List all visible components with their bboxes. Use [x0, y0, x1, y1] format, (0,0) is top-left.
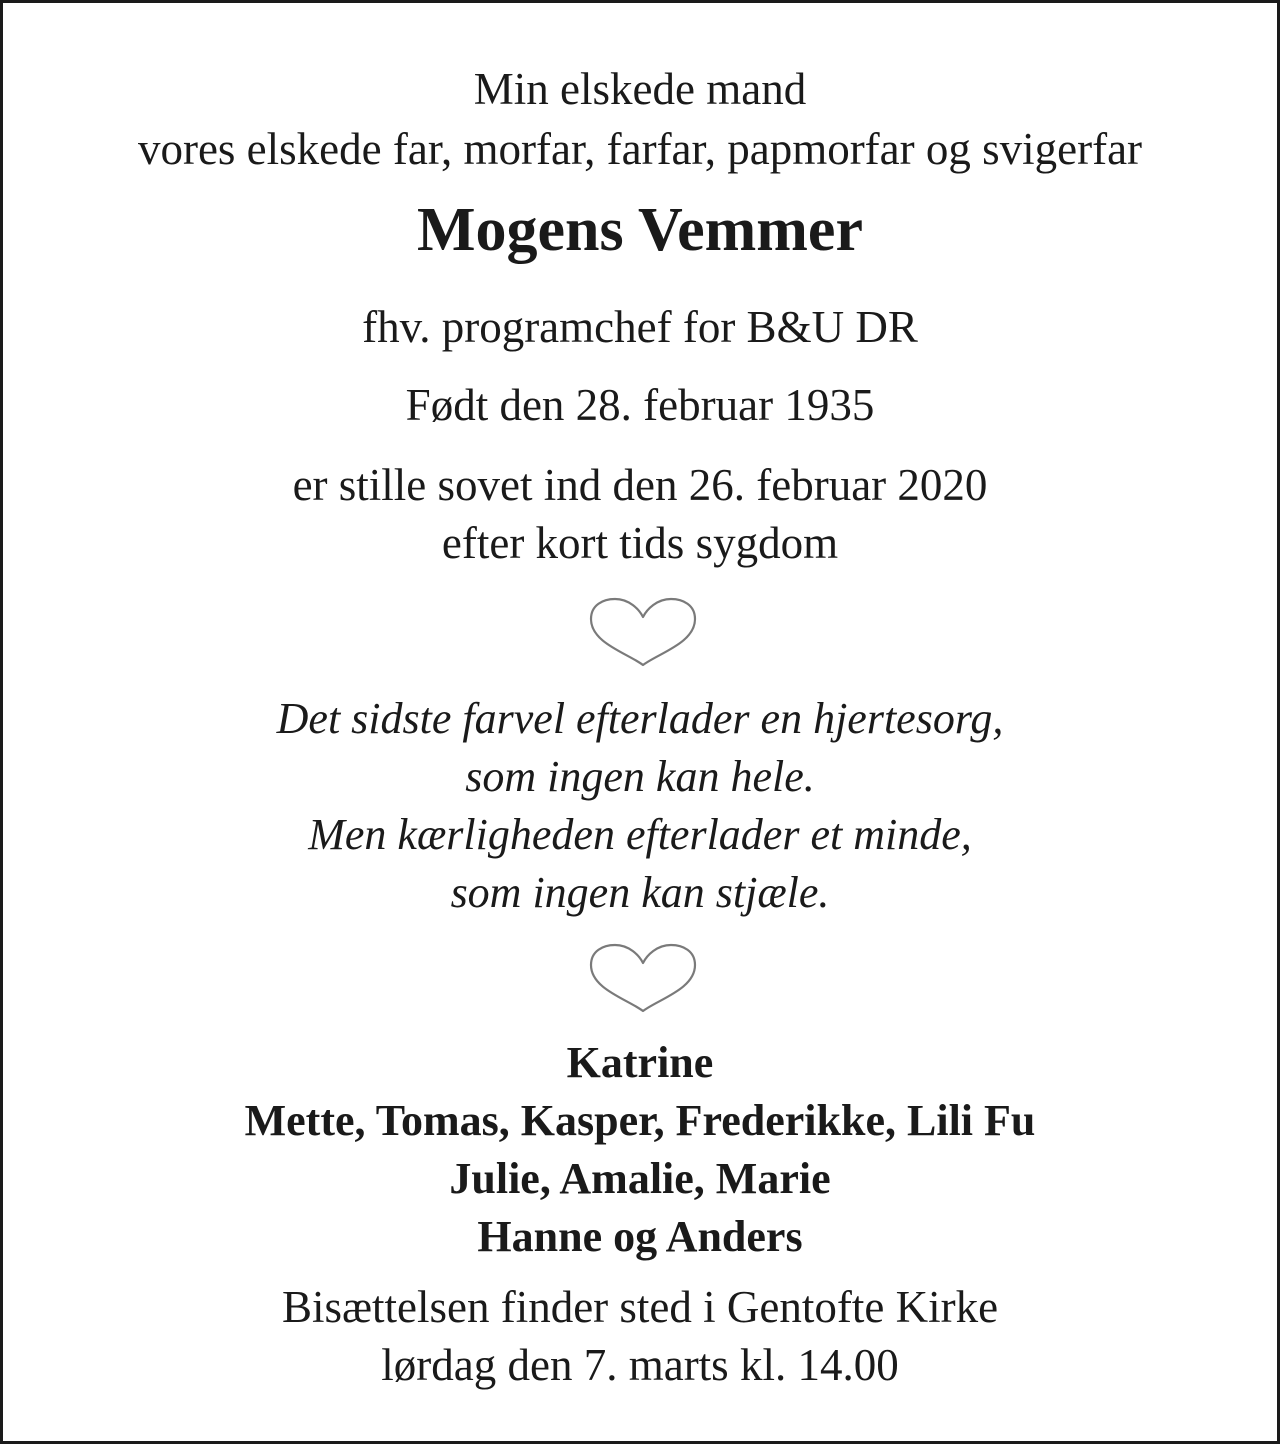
funeral-time: lørdag den 7. marts kl. 14.00 — [381, 1340, 899, 1390]
deceased-title: fhv. programchef for B&U DR — [362, 302, 918, 352]
heart-outline-icon — [587, 595, 699, 667]
death-cause: efter kort tids sygdom — [441, 518, 839, 568]
funeral-location: Bisættelsen finder sted i Gentofte Kirke — [281, 1282, 999, 1332]
heart-outline-icon — [587, 941, 699, 1013]
family-line-4: Hanne og Anders — [477, 1212, 803, 1261]
family-line-3: Julie, Amalie, Marie — [449, 1154, 831, 1203]
verse-line-1: Det sidste farvel efterlader en hjertesorg, — [276, 694, 1004, 743]
family-line-1: Katrine — [566, 1038, 714, 1087]
deceased-name: Mogens Vemmer — [417, 196, 863, 264]
birth-date: Født den 28. februar 1935 — [405, 380, 875, 430]
intro-line-2: vores elskede far, morfar, farfar, papmorfar og svigerfar — [137, 124, 1143, 174]
verse-line-4: som ingen kan stjæle. — [450, 868, 830, 917]
verse-line-2: som ingen kan hele. — [465, 752, 815, 801]
intro-line-1: Min elskede mand — [473, 64, 807, 114]
family-line-2: Mette, Tomas, Kasper, Frederikke, Lili Fu — [244, 1096, 1036, 1145]
verse-line-3: Men kærligheden efterlader et minde, — [308, 810, 972, 859]
death-date: er stille sovet ind den 26. februar 2020 — [292, 460, 988, 510]
